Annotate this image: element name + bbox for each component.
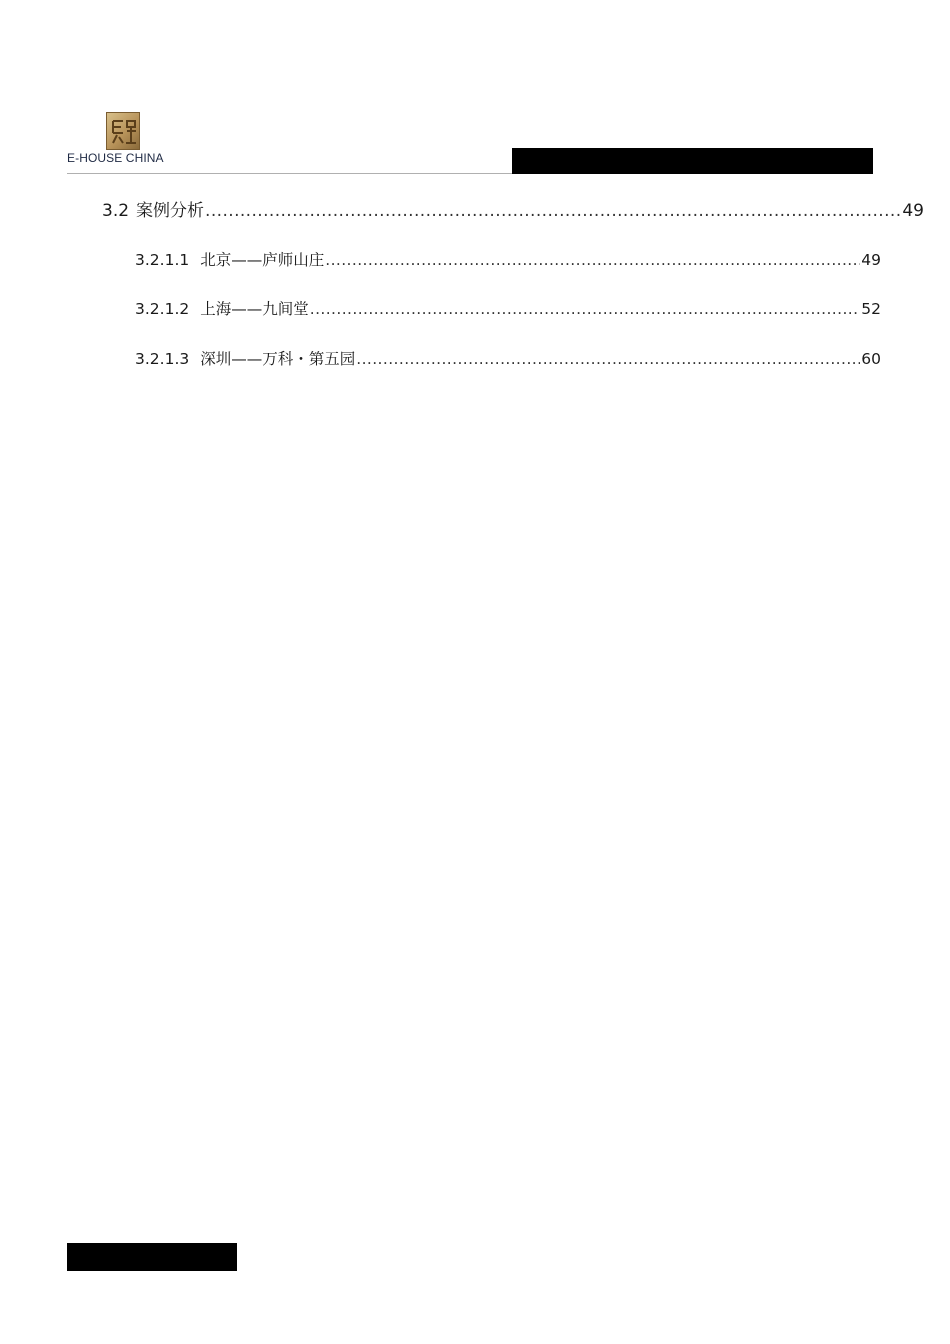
footer-redaction-bar — [67, 1243, 237, 1271]
toc-title: 上海——九间堂 — [200, 300, 309, 318]
header-redaction-bar — [512, 148, 873, 174]
toc-entry-3-2[interactable] — [102, 196, 924, 221]
toc-number: 3.2.1.1 — [135, 251, 190, 269]
toc-page-number: 49 — [902, 201, 924, 221]
toc-dot-leader — [356, 350, 860, 368]
toc-page-number: 49 — [861, 251, 881, 269]
toc-entry-3-2-1-1[interactable] — [135, 248, 881, 270]
toc-dot-leader — [325, 251, 860, 269]
toc-number: 3.2.1.3 — [135, 350, 190, 368]
page-header — [0, 0, 950, 180]
toc-page-number: 60 — [861, 350, 881, 368]
toc-dot-leader — [310, 300, 861, 318]
header-divider — [67, 173, 513, 174]
toc-entry-3-2-1-2[interactable] — [135, 297, 881, 319]
toc-title: 北京——庐师山庄 — [200, 251, 325, 269]
logo-wordmark: E-HOUSE CHINA — [67, 151, 164, 165]
toc-entry-3-2-1-3[interactable] — [135, 347, 881, 369]
e-house-logo-icon — [106, 112, 140, 150]
toc-number: 3.2.1.2 — [135, 300, 190, 318]
toc-title: 深圳——万科・第五园 — [200, 350, 356, 368]
toc-page-number: 52 — [861, 300, 881, 318]
toc-dot-leader — [205, 201, 901, 221]
toc-number: 3.2 — [102, 201, 130, 221]
toc-title: 案例分析 — [136, 201, 205, 221]
